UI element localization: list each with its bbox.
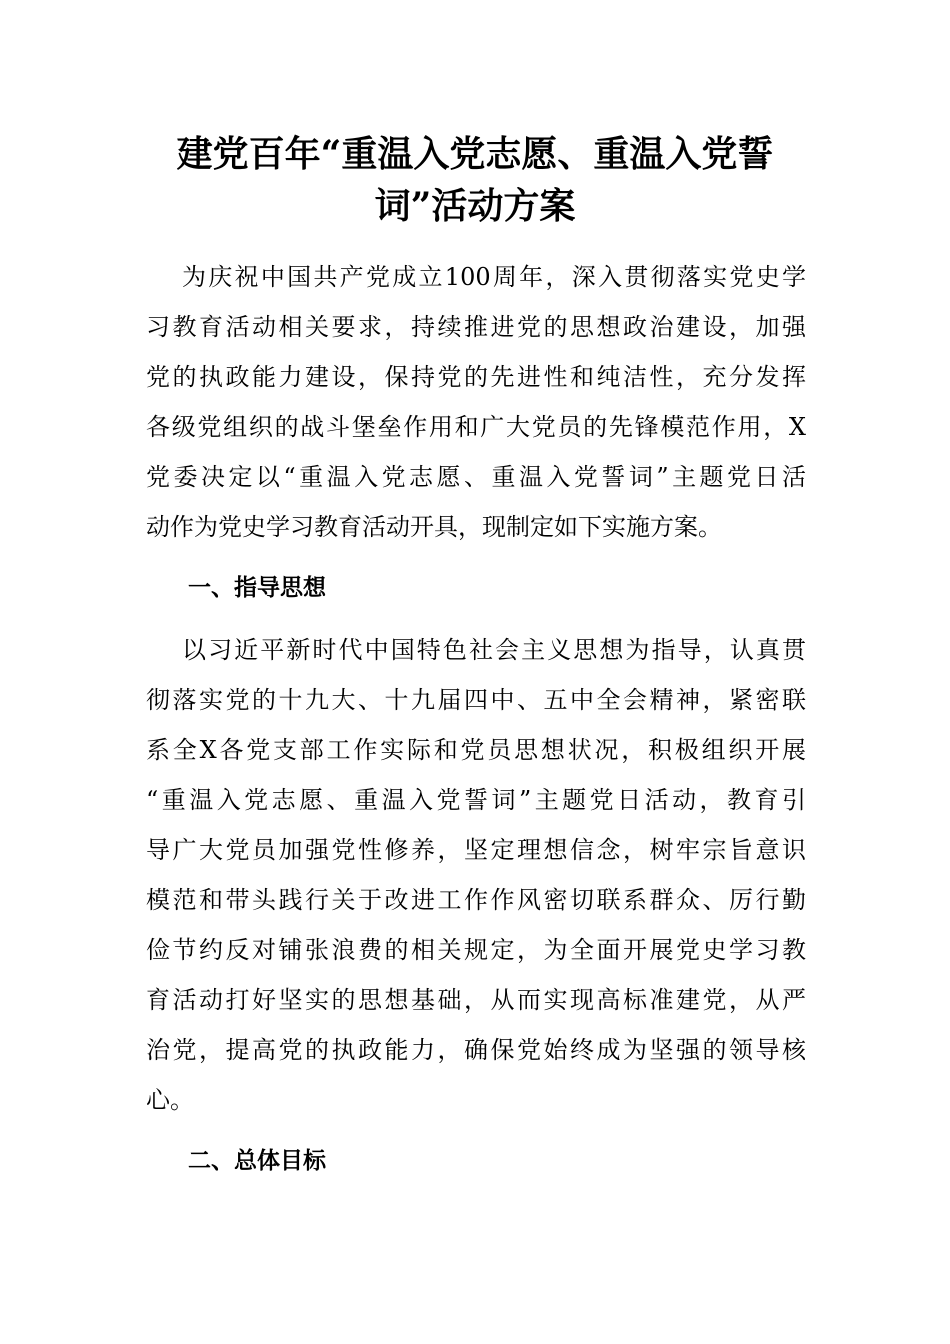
document-title bbox=[145, 128, 805, 232]
section-2-heading: 二、总体目标 bbox=[188, 1148, 326, 1174]
section-1-line-3: 系全X各党支部工作实际和党员思想状况，积极组织开展 bbox=[146, 736, 806, 764]
intro-line-5: 党委决定以“重温入党志愿、重温入党誓词”主题党日活 bbox=[146, 463, 806, 491]
section-1-line-10: 心。 bbox=[146, 1086, 194, 1114]
section-1-line-2: 彻落实党的十九大、十九届四中、五中全会精神，紧密联 bbox=[146, 686, 806, 714]
intro-line-2: 习教育活动相关要求，持续推进党的思想政治建设，加强 bbox=[146, 313, 806, 341]
section-1-line-1: 以习近平新时代中国特色社会主义思想为指导，认真贯 bbox=[182, 636, 806, 664]
intro-line-1: 为庆祝中国共产党成立100周年，深入贯彻落实党史学 bbox=[182, 263, 806, 291]
section-1-line-5: 导广大党员加强党性修养，坚定理想信念，树牢宗旨意识 bbox=[146, 836, 806, 864]
intro-line-4: 各级党组织的战斗堡垒作用和广大党员的先锋模范作用，X bbox=[146, 413, 806, 441]
section-1-line-7: 俭节约反对铺张浪费的相关规定，为全面开展党史学习教 bbox=[146, 936, 806, 964]
section-1-line-6: 模范和带头践行关于改进工作作风密切联系群众、厉行勤 bbox=[146, 886, 806, 914]
section-1-line-9: 治党，提高党的执政能力，确保党始终成为坚强的领导核 bbox=[146, 1036, 806, 1064]
section-1-heading: 一、指导思想 bbox=[188, 575, 326, 601]
title-line-1: 建党百年“重温入党志愿、重温入党誓 bbox=[176, 133, 774, 175]
title-line-2: 词”活动方案 bbox=[374, 185, 576, 227]
section-1-line-4: “重温入党志愿、重温入党誓词”主题党日活动，教育引 bbox=[146, 786, 806, 814]
intro-line-3: 党的执政能力建设，保持党的先进性和纯洁性，充分发挥 bbox=[146, 363, 806, 391]
intro-line-6: 动作为党史学习教育活动开具，现制定如下实施方案。 bbox=[146, 513, 722, 541]
section-1-line-8: 育活动打好坚实的思想基础，从而实现高标准建党，从严 bbox=[146, 986, 806, 1014]
